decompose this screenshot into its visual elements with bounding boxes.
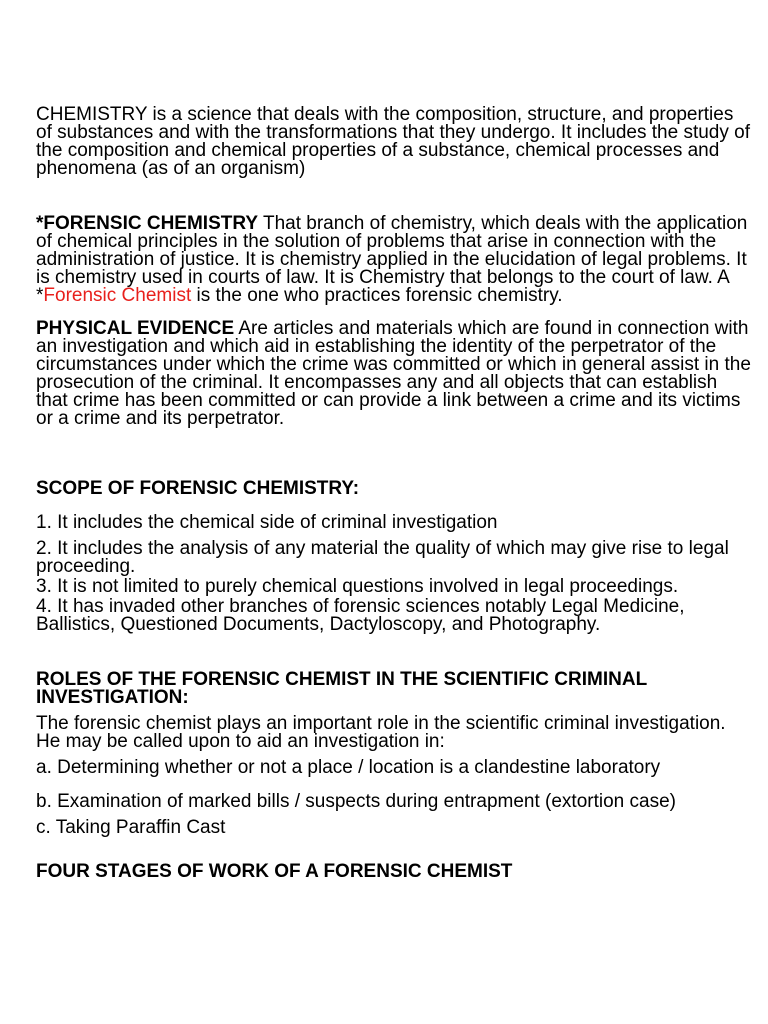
scope-item: 4. It has invaded other branches of forensic sciences notably Legal Medicine, Ballistics, Questioned Documents, Dactyloscopy, and Photography. bbox=[36, 596, 685, 635]
stages-heading: FOUR STAGES OF WORK OF A FORENSIC CHEMIST bbox=[36, 861, 513, 882]
scope-item: 1. It includes the chemical side of criminal investigation bbox=[36, 512, 498, 533]
forensic-chemistry-definition: That branch of chemistry, which deals with the application of chemical principles in the solution of problems that arise in connection with the administration of justice. It is chemistry applied in the elucidation of legal problems. It is chemistry used in courts of law. It is Chemistry that belongs to the court of law. A * bbox=[36, 213, 748, 306]
physical-evidence-term: PHYSICAL EVIDENCE bbox=[36, 318, 235, 339]
roles-heading: ROLES OF THE FORENSIC CHEMIST IN THE SCIENTIFIC CRIMINAL INVESTIGATION: bbox=[36, 669, 647, 708]
role-item: b. Examination of marked bills / suspects during entrapment (extortion case) bbox=[36, 791, 676, 812]
intro-paragraph: CHEMISTRY is a science that deals with the composition, structure, and properties of substances and with the transformations that they undergo. It includes the study of the composition and chemical properties of a substance, chemical processes and phenomena (as of an organism) bbox=[36, 104, 750, 179]
physical-evidence-paragraph bbox=[36, 320, 754, 428]
forensic-chemist-highlight: Forensic Chemist bbox=[43, 285, 192, 306]
forensic-chemistry-definition-end: is the one who practices forensic chemistry. bbox=[191, 285, 563, 306]
forensic-chemistry-term: *FORENSIC CHEMISTRY bbox=[36, 213, 259, 234]
scope-heading: SCOPE OF FORENSIC CHEMISTRY: bbox=[36, 478, 360, 499]
role-item: a. Determining whether or not a place / location is a clandestine laboratory bbox=[36, 757, 661, 778]
scope-item: 2. It includes the analysis of any material the quality of which may give rise to legal proceeding. bbox=[36, 538, 729, 577]
role-item: c. Taking Paraffin Cast bbox=[36, 817, 226, 838]
physical-evidence-definition: Are articles and materials which are found in connection with an investigation and which aid in establishing the identity of the perpetrator of the circumstances under which the crime was committed or which in general assist in the prosecution of the criminal. It encompasses any and all objects that can establish that crime has been committed or can provide a link between a crime and its victims or a crime and its perpetrator. bbox=[36, 318, 751, 429]
forensic-chemistry-paragraph bbox=[36, 215, 754, 305]
document-page bbox=[36, 106, 754, 881]
roles-intro: The forensic chemist plays an important role in the scientific criminal investigation. He may be called upon to aid an investigation in: bbox=[36, 713, 726, 752]
scope-item: 3. It is not limited to purely chemical questions involved in legal proceedings. bbox=[36, 576, 679, 597]
